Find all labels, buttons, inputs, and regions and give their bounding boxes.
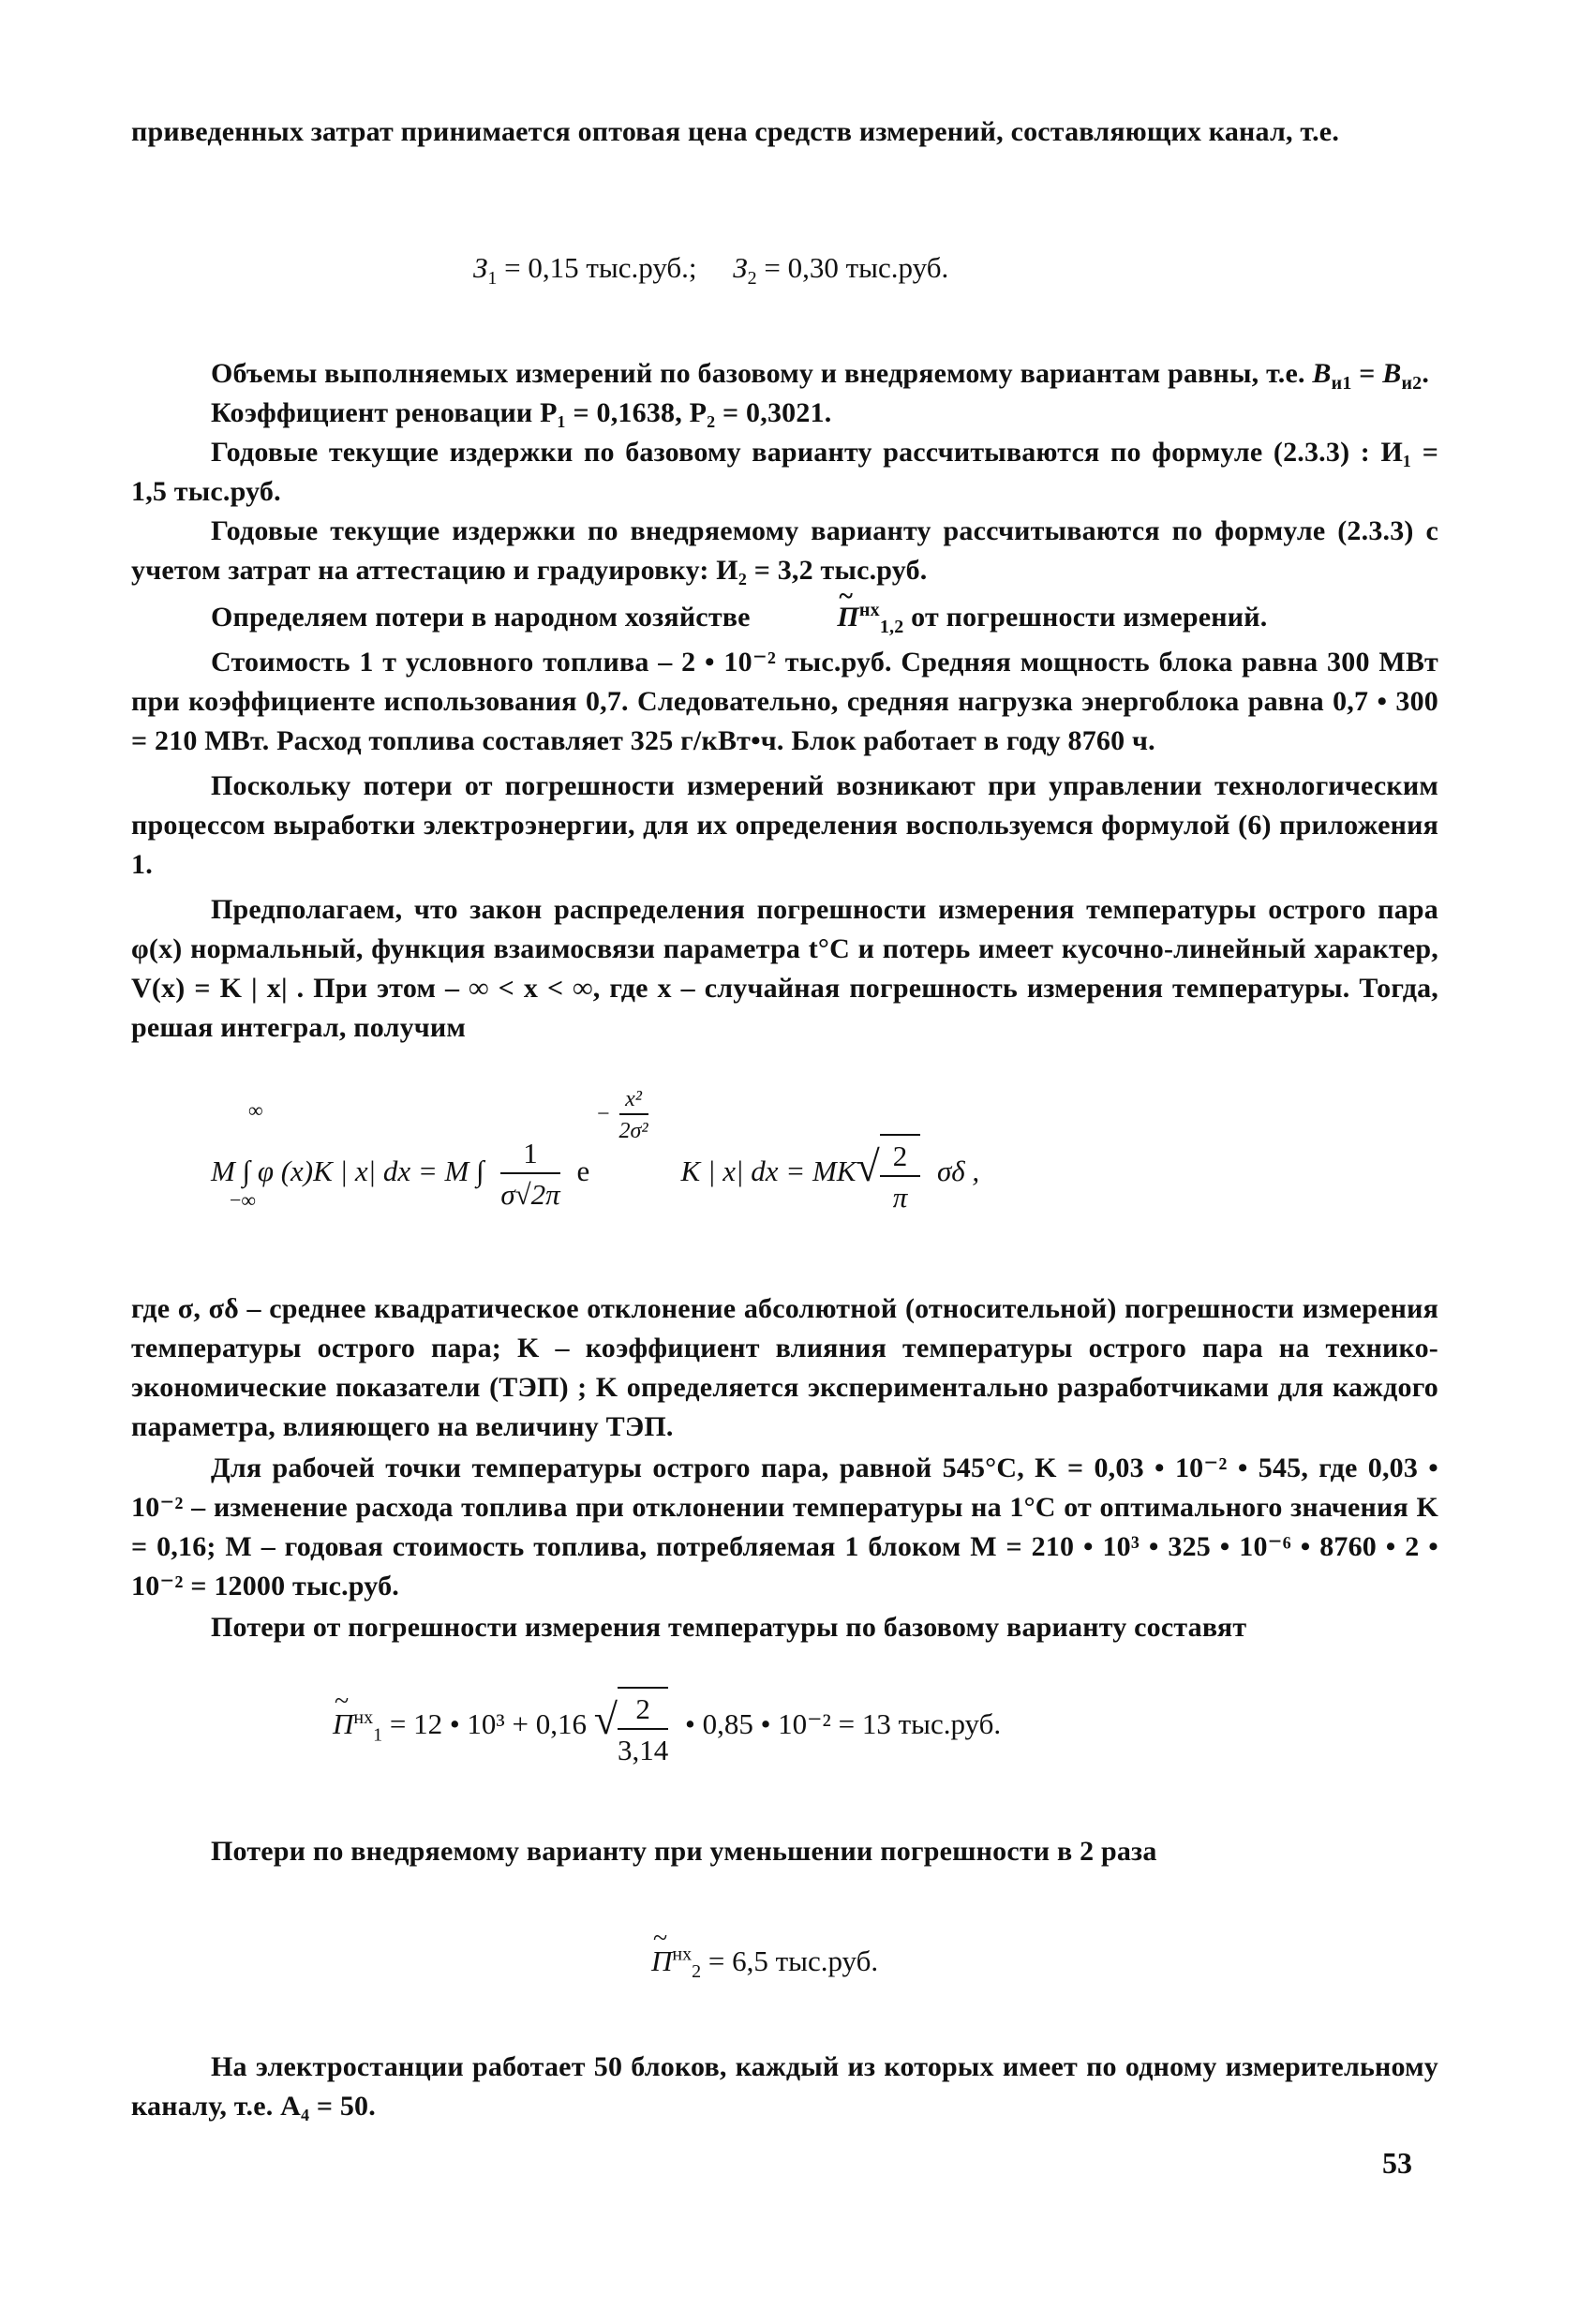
paragraph-working: Для рабочей точки температуры острого пара, равной 545°С, K = 0,03 • 10⁻² • 545, где 0,03 • 10⁻² – изменение расхода топлива при отклонении температуры на 1°С от оптимального значения K = 0,16; M – годовая стоимость топлива, потребляемая 1 блоком M = 210 • 10³ • 325 • 10⁻⁶ • 8760 • 2 • 10⁻² = 12000 тыс.руб.	[131, 1452, 1438, 1601]
paragraph-renovation: Коэффициент реновации P₁ = 0,1638, P₂ = 0,3021.	[211, 397, 832, 428]
paragraph-costs-base: Годовые текущие издержки по базовому варианту рассчитываются по формуле (2.3.3) : И₁ = 1,5 тыс.руб.	[131, 437, 1438, 507]
equation-base-losses: ~ $П^{нх}_1 = 12$ • 10³ + 0,16 √ $\frac{2}{3,14}$ • 0,85 • 10⁻² = 13 тыс.руб.	[333, 1687, 1001, 1767]
equation-costs: $З_1 = 0,15$ тыс.руб.; $З_2 = 0,30$ тыс.руб.	[473, 251, 949, 290]
paragraph-fuel: Стоимость 1 т условного топлива – 2 • 10⁻² тыс.руб. Средняя мощность блока равна 300 МВт при коэффициенте использования 0,7. Следовательно, средняя нагрузка энергоблока равна 0,7 • 300 = 210 МВт. Расход топлива составляет 325 г/кВт•ч. Блок работает в году 8760 ч.	[131, 647, 1438, 756]
equation-new-losses: ~ $П^{нх}_2 = 6,5$ тыс.руб.	[651, 1944, 878, 1978]
paragraph-base-losses: Потери от погрешности измерения температуры по базовому варианту составят	[211, 1612, 1247, 1643]
paragraph-since: Поскольку потери от погрешности измерений возникают при управлении технологическим процессом выработки электроэнергии, для их определения воспользуемся формулой (6) приложения 1.	[131, 770, 1438, 880]
paragraph-intro: приведенных затрат принимается оптовая цена средств измерений, составляющих канал, т.е.	[131, 116, 1340, 147]
page-number: 53	[1382, 2146, 1412, 2180]
paragraph-volumes: Объемы выполняемых измерений по базовому и внедряемому вариантам равны, т.е. $B_{и1} = B_{и2}$. Коэффициент реновации P₁ = 0,1638, P₂ = 0,3021. Годовые текущие издержки по базовому варианту рассчитываются по формуле (2.3.3) : И₁ = 1,5 тыс.руб. Годовые текущие издержки по внедряемому варианту рассчитываются по формуле (2.3.3) с учетом затрат на аттестацию и градуировку: И₂ = 3,2 тыс.руб. Определяем потери в народном хозяйстве ~ $П^{нх}_{1,2}$ от погрешности измерений. Стоимость 1 т условного топлива – 2 • 10⁻² тыс.руб. Средняя мощность блока равна 300 МВт при коэффициенте использования 0,7. Следовательно, средняя нагрузка энергоблока равна 0,7 • 300 = 210 МВт. Расход топлива составляет 325 г/кВт•ч. Блок работает в году 8760 ч. Поскольку потери от погрешности измерений возникают при управлении технологическим процессом выработки электроэнергии, для их определения воспользуемся формулой (6) приложения 1. Предполагаем, что закон распределения погрешности измерения температуры острого пара φ(x) нормальный, функция взаимосвязи параметра t°C и потерь имеет кусочно-линейный характер, V(x) = K | x| . При этом – ∞ < x < ∞, где x – случайная погрешность измерения температуры. Тогда, решая интеграл, получим	[131, 354, 1438, 1048]
paragraph-losses: Определяем потери в народном хозяйстве ~ $П^{нх}_{1,2}$ от погрешности измерений.	[131, 598, 1438, 637]
exponent: − $\frac{\text{x²}}{\text{2σ²}}$	[596, 1087, 648, 1143]
paragraph-plant: На электростанции работает 50 блоков, каждый из которых имеет по одному измерительному каналу, т.е. A₄ = 50.	[131, 2051, 1438, 2122]
paragraph-costs-new: Годовые текущие издержки по внедряемому варианту рассчитываются по формуле (2.3.3) с учетом затрат на аттестацию и градуировку: И₂ = 3,2 тыс.руб.	[131, 515, 1438, 586]
equation-integral: M ∫ φ (x)K | x| dx = M ∫ $\frac{1}{\sigma√2\pi}$ e − $\frac{\text{x²}}{\text{2σ²}}$ K | x| dx = MK√ $\frac{2}{\pi}$ σδ , ∞ −∞	[211, 1087, 980, 1214]
paragraph-where: где σ, σδ – среднее квадратическое отклонение абсолютной (относительной) погрешности измерения температуры острого пара; K – коэффициент влияния температуры острого пара на технико-экономические показатели (ТЭП) ; K определяется экспериментально разработчиками для каждого параметра, влияющего на величину ТЭП. Для рабочей точки температуры острого пара, равной 545°С, K = 0,03 • 10⁻² • 545, где 0,03 • 10⁻² – изменение расхода топлива при отклонении температуры на 1°С от оптимального значения K = 0,16; M – годовая стоимость топлива, потребляемая 1 блоком M = 210 • 10³ • 325 • 10⁻⁶ • 8760 • 2 • 10⁻² = 12000 тыс.руб. Потери от погрешности измерения температуры по базовому варианту составят	[131, 1289, 1438, 1647]
paragraph-new-losses: Потери по внедряемому варианту при уменьшении погрешности в 2 раза	[211, 1836, 1157, 1867]
paragraph-assume: Предполагаем, что закон распределения погрешности измерения температуры острого пара φ(x) нормальный, функция взаимосвязи параметра t°C и потерь имеет кусочно-линейный характер, V(x) = K | x| . При этом – ∞ < x < ∞, где x – случайная погрешность измерения температуры. Тогда, решая интеграл, получим	[131, 894, 1438, 1043]
